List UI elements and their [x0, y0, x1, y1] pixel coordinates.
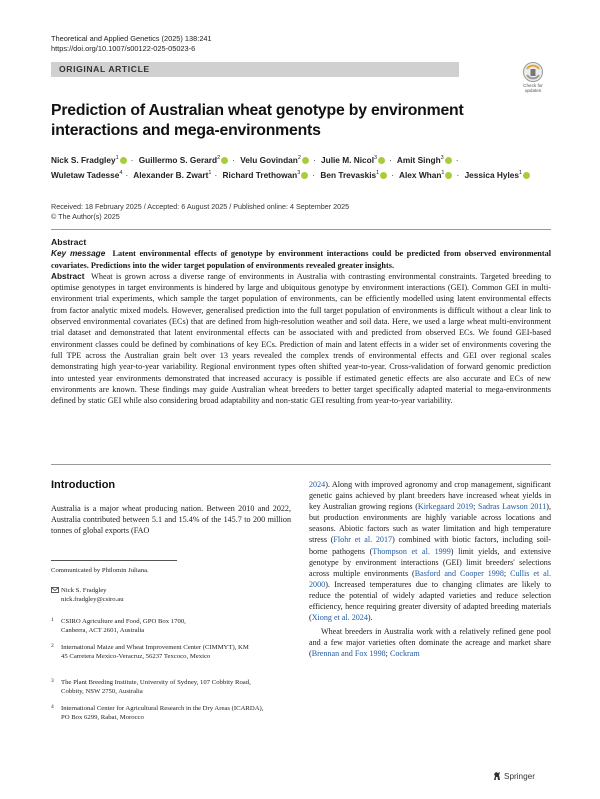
citation-link[interactable]: 2024 — [309, 480, 326, 489]
author-name: Wuletaw Tadesse — [51, 170, 120, 180]
citation-link[interactable]: Xiong et al. 2024 — [311, 613, 368, 623]
left-column — [51, 503, 291, 536]
body-paragraph: Wheat breeders in Australia work with a relatively refined gene pool and a few major varieties often dominate the acreage and market share (Brennan and Fox 1998; Cockram — [309, 627, 551, 659]
journal-citation: Theoretical and Applied Genetics (2025) 138:241 — [51, 34, 212, 43]
check-for-updates-badge[interactable] — [511, 61, 555, 95]
orcid-icon[interactable] — [445, 172, 452, 179]
key-message-label: Key message — [51, 249, 106, 259]
orcid-icon[interactable] — [380, 172, 387, 179]
right-column — [309, 479, 551, 660]
citation-link[interactable]: Cullis et al. 2000 — [309, 568, 551, 589]
author-name: Richard Trethowan — [222, 170, 298, 180]
article-type-label: ORIGINAL ARTICLE — [59, 64, 150, 74]
citation-link[interactable]: Flohr et al. 2017 — [333, 535, 393, 545]
journal-info — [51, 34, 212, 54]
author-name: Velu Govindan — [240, 155, 298, 165]
abstract-heading: Abstract — [51, 237, 87, 247]
abstract-body — [51, 271, 551, 407]
publisher-logo — [492, 771, 535, 783]
check-updates-label: Check for updates — [523, 83, 543, 93]
orcid-icon[interactable] — [523, 172, 530, 179]
key-message-text: Latent environmental effects of genotype by environment interactions could be predicted from observed environmental covariates. Predictions into the wider target population of environments revealed greater insights. — [51, 249, 552, 270]
author-name: Julie M. Nicol — [321, 155, 375, 165]
orcid-icon[interactable] — [301, 172, 308, 179]
publisher-name: Springer — [504, 772, 535, 781]
intro-paragraph: Australia is a major wheat producing nation. Between 2010 and 2022, Australia contributed between 5.1 and 15.4% of the 145.7 to 200 million tonnes of global exports (FAO — [51, 504, 291, 536]
key-message — [51, 248, 551, 271]
divider — [51, 229, 551, 230]
author-name: Ben Trevaskis — [320, 170, 377, 180]
citation-link[interactable]: Sadras Lawson 2011 — [477, 502, 547, 512]
orcid-icon[interactable] — [221, 157, 228, 164]
citation-link[interactable]: Thompson et al. 1999 — [372, 546, 451, 556]
author-name: Alexander B. Zwart — [133, 170, 209, 180]
author-name: Jessica Hyles — [464, 170, 519, 180]
article-type-bar — [51, 62, 459, 77]
orcid-icon[interactable] — [120, 157, 127, 164]
author-name: Guillermo S. Gerard — [138, 155, 218, 165]
copyright: © The Author(s) 2025 — [51, 212, 120, 221]
abstract-section — [51, 237, 551, 406]
history-dates: Received: 18 February 2025 / Accepted: 6 August 2025 / Published online: 4 September 2025 — [51, 202, 350, 211]
footnote-rule — [51, 560, 177, 561]
abstract-text: Wheat is grown across a diverse range of environments in Australia with contrasting environmental constraints. Targeted breeding to optimise genotypes in target environments is hindered by large and ubiquitous genotype by environment interactions (GEI). Common GEI in multi-environment trial experiments, which sample the target population of environments, can be efficiently modelled using latent environmental effects from factor analytic mixed models. However, generalised prediction into the full target population of environments is difficult without a clear link to observed environmental covariates (ECs) that are defined from high-resolution weather and soil data. Here, we used a large wheat multi-environment trial dataset and demonstrated that latent environmental effects can be associated with and predicted from observed ECs. We found GEI-based environment classes could be defined by combinations of key ECs. Prediction of main and latent effects in a wider set of environments covering the full TPE across the Australian grain belt over 13 years revealed the complex trends of environmental effects and GEI over regional scales demonstrating high year-to-year variability. Regional environment types often shifted year-to-year. Cross-validation of forward genomic prediction into untested year environments demonstrated that increased accuracy is possible if estimated genetic effects are also accurate and ECs of new environments are known. These findings may guide Australian wheat breeders to better target specifically adapted material to mega-environments defined by static GEI while also considering broad adaptability and non-static GEI resulting from year-to-year variability. — [51, 271, 551, 406]
orcid-icon[interactable] — [445, 157, 452, 164]
author-name: Nick S. Fradgley — [51, 155, 116, 165]
springer-horse-icon — [492, 771, 502, 783]
contact-email[interactable]: nick.fradgley@csiro.au — [61, 596, 124, 603]
body-paragraph: 2024). Along with improved agronomy and crop management, significant genetic gains achieved by plant breeders have increased wheat yields in key Australian growing regions (Kirkegaard 2019; Sadras Lawson 2011), but production environments are highly variable across locations and seasons. Abiotic factors such as water limitation and high temperature stress (Flohr et al. 2017) combined with biotic factors, including soil-borne pathogens (Thompson et al. 1999) limit yields, and extensive genotype by environment interactions (GEI) limit breeders' selections across multiple environments (Basford and Cooper 1998; Cullis et al. 2000). Increased temperatures due to changing climates are likely to reduce the potential of widely adapted varieties and reduce selection efficiency, hence requiring greater diversity of adapted breeding materials (Xiong et al. 2024). — [309, 480, 551, 623]
divider — [51, 464, 551, 465]
citation-link[interactable]: Cockram — [389, 649, 420, 659]
citation-link[interactable]: Kirkegaard 2019 — [417, 502, 474, 512]
orcid-icon[interactable] — [378, 157, 385, 164]
doi-link[interactable]: https://doi.org/10.1007/s00122-025-05023-6 — [51, 44, 196, 53]
introduction-heading: Introduction — [51, 479, 116, 491]
envelope-icon — [51, 587, 59, 597]
check-updates-icon — [511, 61, 555, 83]
author-name: Amit Singh — [396, 155, 441, 165]
communicated-by: Communicated by Philomin Juliana. — [51, 567, 149, 574]
author-name: Alex Whan — [399, 170, 442, 180]
authors-line-2: Wuletaw Tadesse$^4$ · Alexander B. Zwart$^1$ · Richard Trethowan$^3$ · Ben Trevaskis$^1$ · Alex Whan$^1$ · Jessica Hyles$^1$ — [51, 170, 531, 180]
authors-line-1: Nick S. Fradgley$^1$ · Guillermo S. Gerard$^2$ · Velu Govindan$^2$ · Julie M. Nicol$^3$ · Amit Singh$^3$ · — [51, 155, 459, 165]
article-title: Prediction of Australian wheat genotype by environment interactions and mega‑environments — [51, 102, 464, 139]
citation-link[interactable]: Basford and Cooper 1998 — [414, 568, 504, 578]
contact-name: Nick S. Fradgley — [61, 587, 107, 594]
orcid-icon[interactable] — [302, 157, 309, 164]
article-dates — [51, 202, 349, 222]
citation-link[interactable]: Brennan and Fox 1998 — [311, 649, 386, 659]
abstract-label: Abstract — [51, 271, 85, 281]
